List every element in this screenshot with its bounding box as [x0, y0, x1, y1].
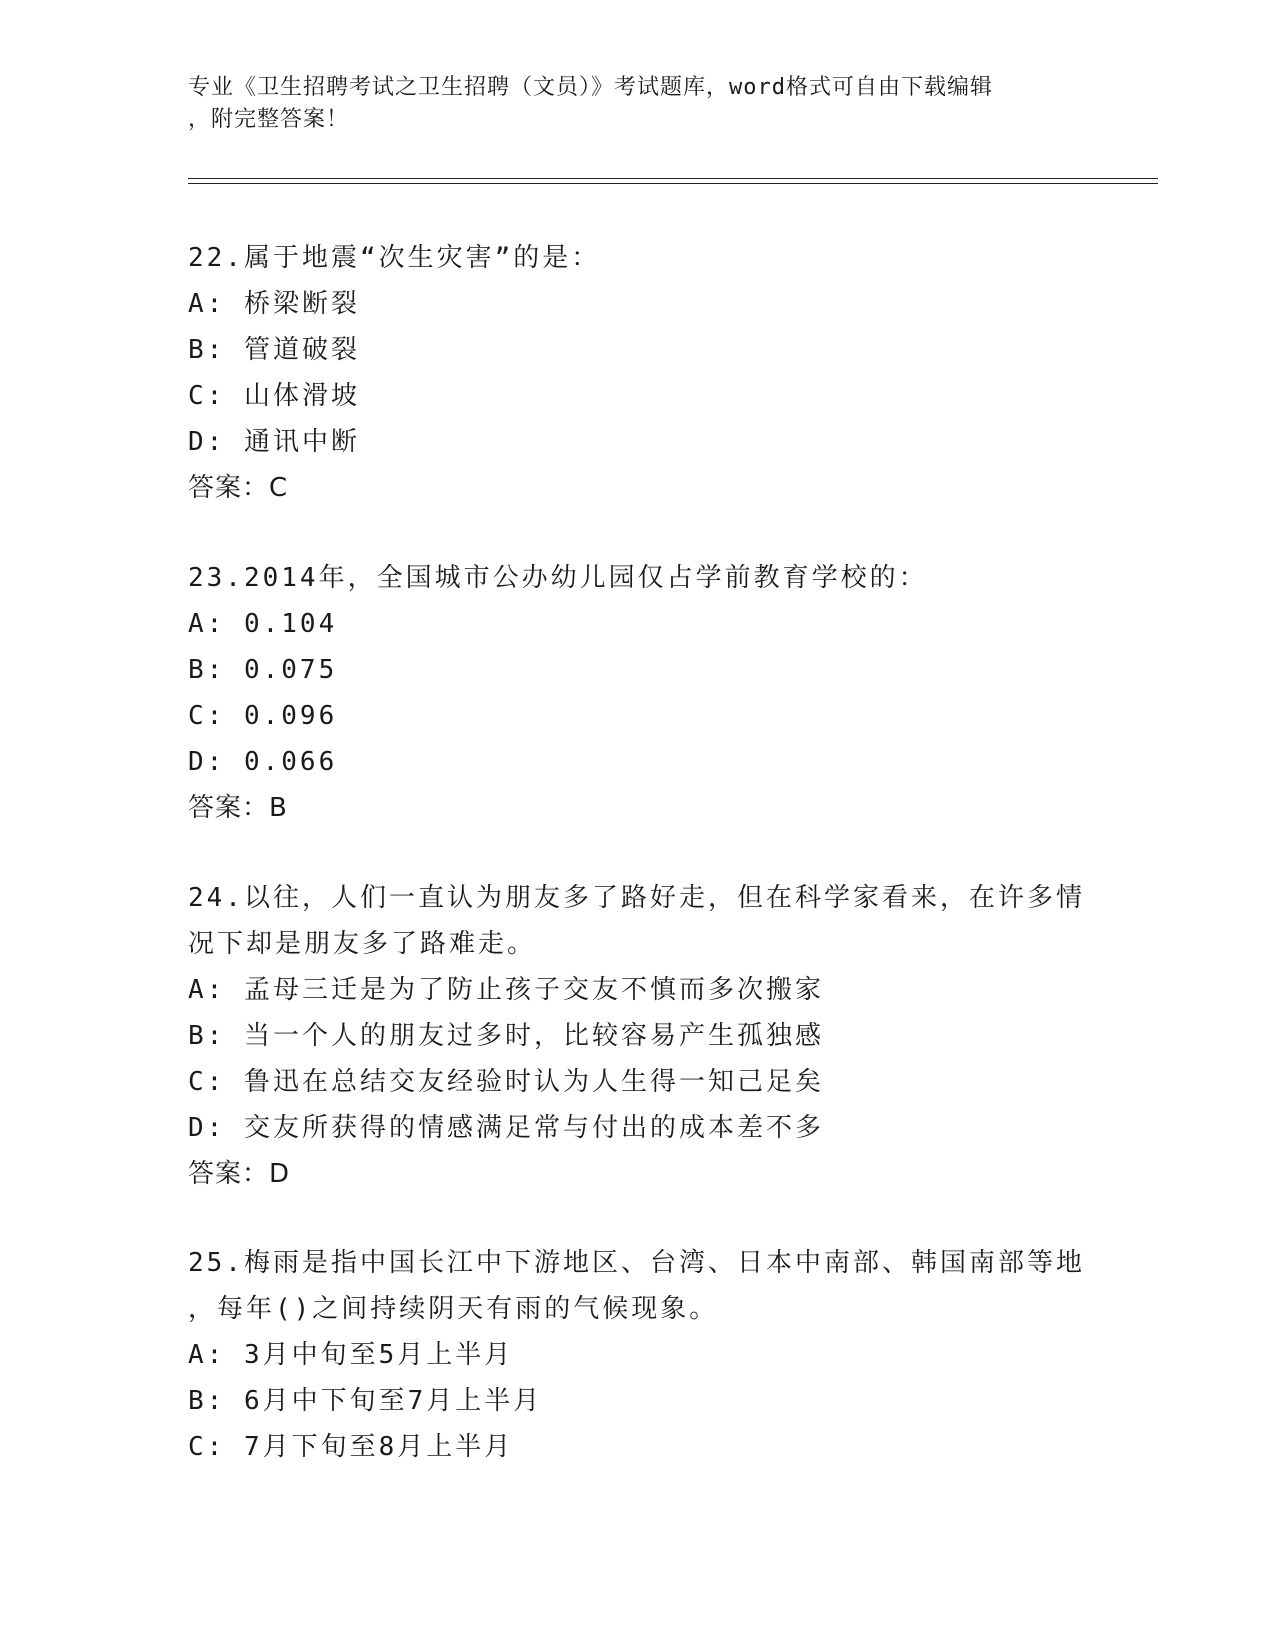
option-c: C: 山体滑坡 — [188, 381, 360, 411]
option-b: B: 管道破裂 — [188, 335, 360, 365]
document-header — [188, 72, 1088, 136]
question-23 — [188, 555, 1088, 831]
question-25 — [188, 1240, 1088, 1470]
question-stem-line-1: 25.梅雨是指中国长江中下游地区、台湾、日本中南部、韩国南部等地 — [188, 1248, 1085, 1278]
option-a: A: 3月中旬至5月上半月 — [188, 1340, 514, 1370]
option-a: A: 0.104 — [188, 609, 338, 639]
option-a: A: 孟母三迁是为了防止孩子交友不慎而多次搬家 — [188, 975, 824, 1005]
option-c: C: 0.096 — [188, 701, 338, 731]
header-divider-bottom — [188, 183, 1158, 184]
answer: 答案：B — [188, 793, 288, 823]
answer: 答案：C — [188, 473, 289, 503]
question-stem: 23.2014年，全国城市公办幼儿园仅占学前教育学校的： — [188, 563, 928, 593]
option-a: A: 桥梁断裂 — [188, 289, 360, 319]
option-d: D: 交友所获得的情感满足常与付出的成本差不多 — [188, 1113, 824, 1143]
question-24 — [188, 875, 1088, 1197]
header-line-2: ，附完整答案！ — [188, 107, 350, 132]
answer: 答案：D — [188, 1159, 291, 1189]
option-b: B: 6月中下旬至7月上半月 — [188, 1386, 543, 1416]
option-d: D: 0.066 — [188, 747, 338, 777]
option-b: B: 当一个人的朋友过多时，比较容易产生孤独感 — [188, 1021, 824, 1051]
question-stem: 22.属于地震“次生灾害”的是： — [188, 243, 601, 273]
option-d: D: 通讯中断 — [188, 427, 360, 457]
question-22 — [188, 235, 1088, 511]
option-c: C: 鲁迅在总结交友经验时认为人生得一知己足矣 — [188, 1067, 824, 1097]
question-stem-line-2: ，每年()之间持续阴天有雨的气候现象。 — [188, 1294, 719, 1324]
header-line-1: 专业《卫生招聘考试之卫生招聘（文员）》考试题库，word格式可自由下载编辑 — [188, 75, 993, 100]
option-b: B: 0.075 — [188, 655, 338, 685]
question-stem-line-1: 24.以往，人们一直认为朋友多了路好走，但在科学家看来，在许多情 — [188, 883, 1085, 913]
question-stem-line-2: 况下却是朋友多了路难走。 — [188, 929, 537, 959]
header-divider-top — [188, 178, 1158, 179]
option-c: C: 7月下旬至8月上半月 — [188, 1432, 514, 1462]
